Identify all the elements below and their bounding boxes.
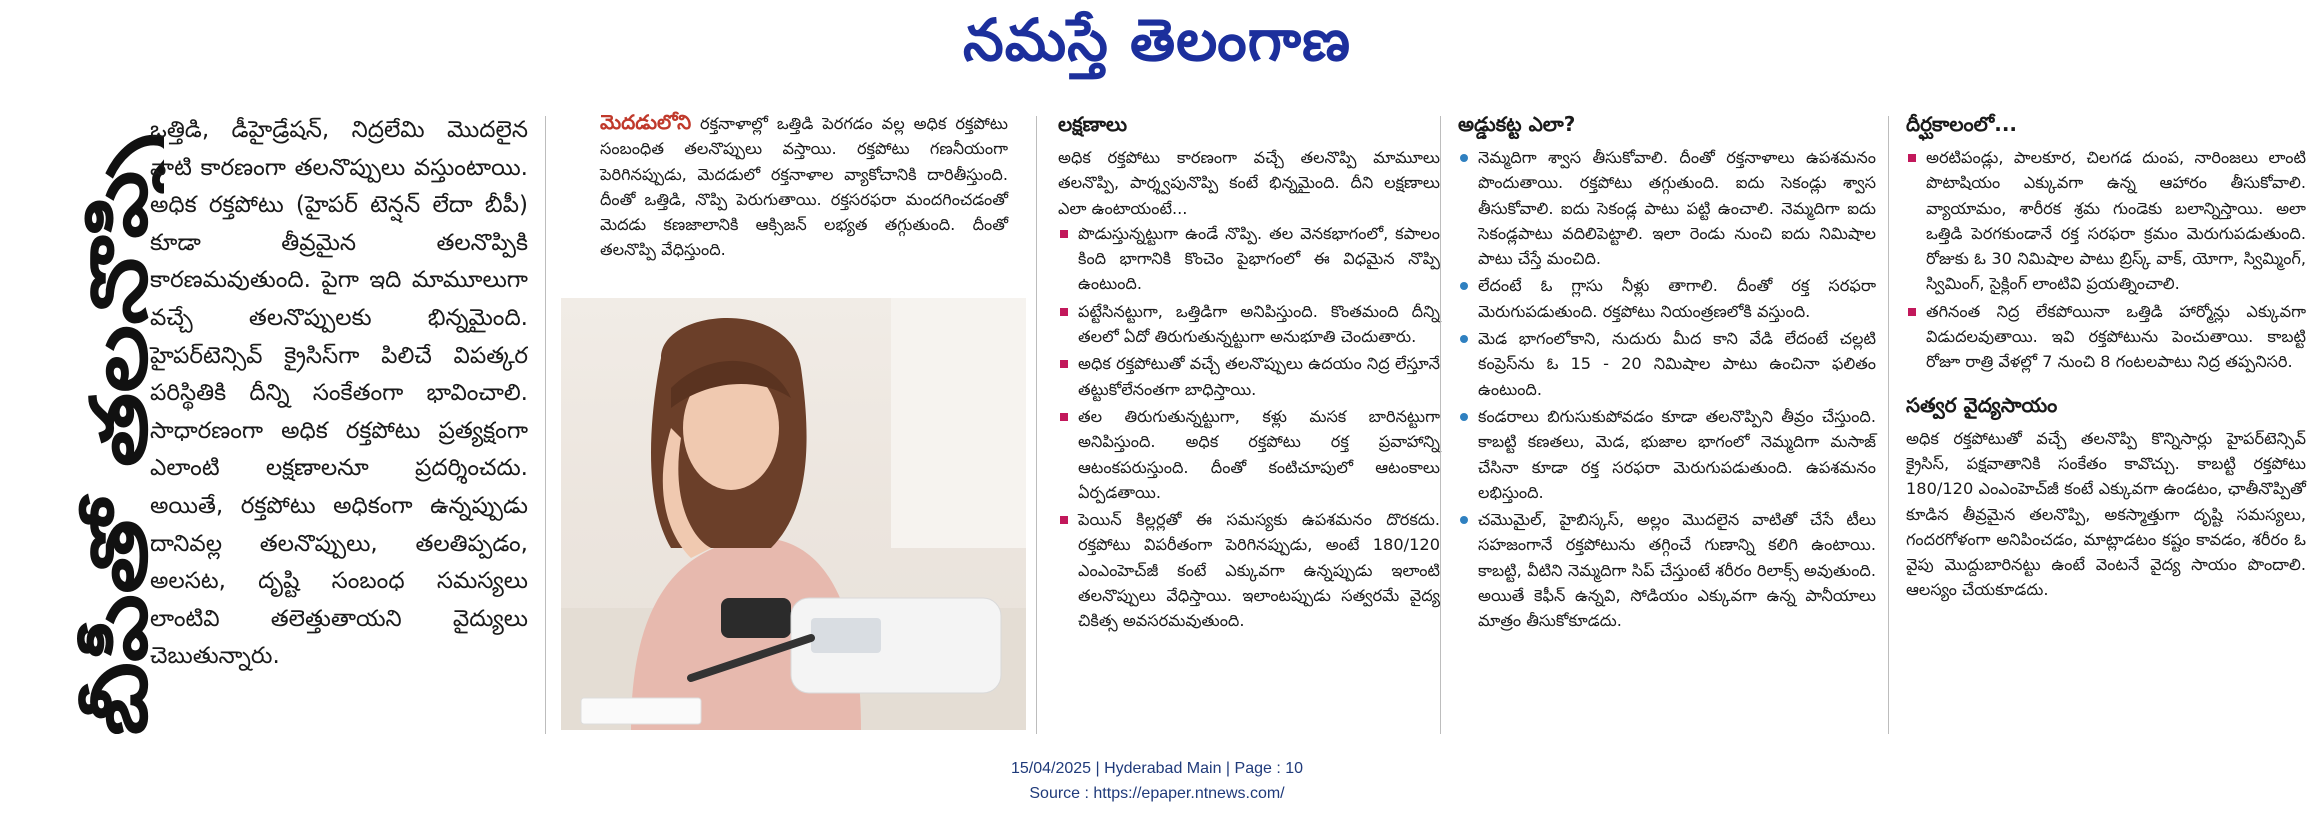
symptoms-heading: లక్షణాలు [1058,112,1128,136]
symptoms-list [1058,221,1440,634]
lead-paragraph: ఒత్తిడి, డీహైడ్రేషన్, నిద్రలేమి మొదలైన వాటి కారణంగా తలనొప్పులు వస్తుంటాయి. అధిక రక్తపోటు (హైపర్ టెన్షన్ లేదా బీపీ) కూడా తీవ్రమైన తలనొప్పికి కారణమవుతుంది. పైగా ఇది మామూలుగా వచ్చే తలనొప్పులకు భిన్నమైంది. హైపర్‌టెన్సివ్ క్రైసిస్‌గా పిలిచే విపత్కర పరిస్థితికి దీన్ని సంకేతంగా భావించాలి. సాధారణంగా అధిక రక్తపోటు ప్రత్యక్షంగా ఎలాంటి లక్షణాలనూ ప్రదర్శించదు. అయితే, రక్తపోటు అధికంగా ఉన్నప్పుడు దానివల్ల తలనొప్పులు, తలతిప్పడం, అలసట, దృష్టి సంబంధ సమస్యలు లాంటివి తలెత్తుతాయని వైద్యులు చెబుతున్నారు. [150,117,528,670]
brain-kicker: మెదడులోని [600,110,692,134]
vertical-headline-text: బీపీతో తలనొప్పి [75,247,164,736]
list-item: మెడ భాగంలోకాని, నుదురు మీద కాని వేడి లేదంటే చల్లటి కంప్రెస్‌ను ఓ 15 - 20 నిమిషాల పాటు ఉంచినా ఫలితం ఉంటుంది. [1458,326,1876,402]
vertical-headline [64,116,164,746]
control-column [1458,112,1876,636]
footer-source-link[interactable]: Source : https://epaper.ntnews.com/ [1029,785,1285,802]
longterm-column [1906,112,2306,603]
list-item: లేదంటే ఓ గ్లాసు నీళ్లు తాగాలి. దీంతో రక్త సరఫరా మెరుగుపడుతుంది. రక్తపోటు నియంత్రణలోకి వస్తుంది. [1458,273,1876,324]
longterm-list [1906,145,2306,375]
list-item: పట్టేసినట్టుగా, ఒత్తిడిగా అనిపిస్తుంది. కొంతమంది దీన్ని తలలో ఏదో తిరుగుతున్నట్టుగా అనుభూతి చెందుతారు. [1058,299,1440,350]
list-item: తగినంత నిద్ర లేకపోయినా ఒత్తిడి హార్మోన్లు ఎక్కువగా విడుదలవుతాయి. ఇవి రక్తపోటును పెంచుతాయి. కాబట్టి రోజూ రాత్రి వేళల్లో 7 నుంచి 8 గంటలపాటు నిద్ర తప్పనిసరి. [1906,299,2306,375]
column-divider [545,116,546,734]
brain-text: రక్తనాళాల్లో ఒత్తిడి పెరగడం వల్ల అధిక రక్తపోటు సంబంధిత తలనొప్పులు వస్తాయి. రక్తపోటు గణనీయంగా పెరిగినప్పుడు, మెదడులో రక్తనాళాల వ్యాకోచానికి దారితీస్తుంది. దీంతో ఒత్తిడి, నొప్పి పెరుగుతాయి. రక్తసరఫరా మందగించడంతో మెదడు కణజాలానికి ఆక్సిజన్ లభ్యత తగ్గుతుంది. దీంతో తలనొప్పి వేధిస్తుంది. [600,114,1008,260]
longterm-heading: దీర్ఘకాలంలో... [1906,112,2018,136]
masthead-logo: నమస్తే తెలంగాణ [963,6,1351,74]
list-item: పొడుస్తున్నట్టుగా ఉండే నొప్పి. తల వెనకభాగంలో, కపాలం కింది భాగానికి కొంచెం పైభాగంలో ఈ విధమైన నొప్పి ఉంటుంది. [1058,221,1440,297]
column-divider [1036,116,1037,734]
column-divider [1440,116,1441,734]
urgent-heading: సత్వర వైద్యసాయం [1906,392,2058,417]
brain-column [600,110,1008,263]
footer-date-edition: 15/04/2025 | Hyderabad Main | Page : 10 [1010,760,1304,777]
column-divider [1888,116,1889,734]
list-item: చమొమైల్, హైబిస్కస్, అల్లం మొదలైన వాటితో చేసే టీలు సహజంగానే రక్తపోటును తగ్గించే గుణాన్ని కలిగి ఉంటాయి. కాబట్టి, వీటిని నెమ్మదిగా సిప్ చేస్తుంటే శరీరం రిలాక్స్ అవుతుంది. అయితే కెఫీన్ ఉన్నవి, సోడియం ఎక్కువగా ఉన్న పానీయాలు మాత్రం తీసుకోకూడదు. [1458,507,1876,633]
control-list [1458,145,1876,634]
list-item: కండరాలు బిగుసుకుపోవడం కూడా తలనొప్పిని తీవ్రం చేస్తుంది. కాబట్టి కణతలు, మెడ, భుజాల భాగంలో నెమ్మదిగా మసాజ్ చేసినా కూడా రక్త సరఫరా మెరుగుపడుతుంది. ఉపశమనం లభిస్తుంది. [1458,404,1876,505]
list-item: అరటిపండ్లు, పాలకూర, చిలగడ దుంప, నారింజలు లాంటి పొటాషియం ఎక్కువగా ఉన్న ఆహారం తీసుకోవాలి. వ్యాయామం, శారీరక శ్రమ గుండెకు బలాన్నిస్తాయి. అలా ఒత్తిడి పెరగకుండానే రక్త సరఫరా క్రమం మెరుగుపడుతుంది. రోజుకు ఓ 30 నిమిషాల పాటు బ్రిస్క్ వాక్, యోగా, స్విమ్మింగ్, స్విమింగ్, సైక్లింగ్ లాంటివి ప్రయత్నించాలి. [1906,145,2306,297]
list-item: తల తిరుగుతున్నట్టుగా, కళ్లు మసక బారినట్టుగా అనిపిస్తుంది. అధిక రక్తపోటు రక్త ప్రవాహాన్ని ఆటంకపరుస్తుంది. దీంతో కంటిచూపులో ఆటంకాలు ఏర్పడతాయి. [1058,404,1440,505]
symptoms-column [1058,112,1440,636]
symptoms-intro: అధిక రక్తపోటు కారణంగా వచ్చే తలనొప్పి మామూలు తలనొప్పి, పార్శ్వపునొప్పి కంటే భిన్నమైంది. దీని లక్షణాలు ఎలా ఉంటాయంటే... [1058,148,1440,218]
urgent-text: అధిక రక్తపోటుతో వచ్చే తలనొప్పి కొన్నిసార్లు హైపర్‌టెన్సివ్ క్రైసిస్, పక్షవాతానికి సంకేతం కావొచ్చు. కాబట్టి రక్తపోటు 180/120 ఎంఎంహెచ్‌జీ కంటే ఎక్కువగా ఉండటం, ఛాతీనొప్పితో కూడిన తీవ్రమైన తలనొప్పి, అకస్మాత్తుగా దృష్టి సమస్యలు, గందరగోళంగా అనిపించడం, మాట్లాడటం కష్టం కావడం, శరీరం ఓ వైపు మొద్దుబారినట్టు ఉంటే వెంటనే వైద్య సాయం పొందాలి. ఆలస్యం చేయకూడదు. [1906,428,2306,600]
list-item: నెమ్మదిగా శ్వాస తీసుకోవాలి. దీంతో రక్తనాళాలు ఉపశమనం పొందుతాయి. రక్తపోటు తగ్గుతుంది. ఐదు సెకండ్లు శ్వాస తీసుకోవాలి. ఐదు సెకండ్ల పాటు పట్టి ఉంచాలి. నెమ్మదిగా ఐదు సెకండ్లపాటు వదిలిపెట్టాలి. ఇలా రెండు నుంచి ఐదు నిమిషాల పాటు చేస్తే మంచిది. [1458,145,1876,271]
control-heading: అడ్డుకట్ట ఎలా? [1458,112,1576,136]
list-item: పెయిన్ కిల్లర్లతో ఈ సమస్యకు ఉపశమనం దొరకదు. రక్తపోటు విపరీతంగా పెరిగినప్పుడు, అంటే 180/120 ఎంఎంహెచ్‌జీ కంటే ఎక్కువగా ఉన్నప్పుడు ఇలాంటి తలనొప్పులు వేధిస్తాయి. ఇలాంటప్పుడు సత్వరమే వైద్య చికిత్స అవసరమవుతుంది. [1058,507,1440,633]
article-photo [561,298,1026,730]
list-item: అధిక రక్తపోటుతో వచ్చే తలనొప్పులు ఉదయం నిద్ర లేస్తూనే తట్టుకోలేనంతగా బాధిస్తాయి. [1058,351,1440,402]
lead-column [150,112,528,676]
